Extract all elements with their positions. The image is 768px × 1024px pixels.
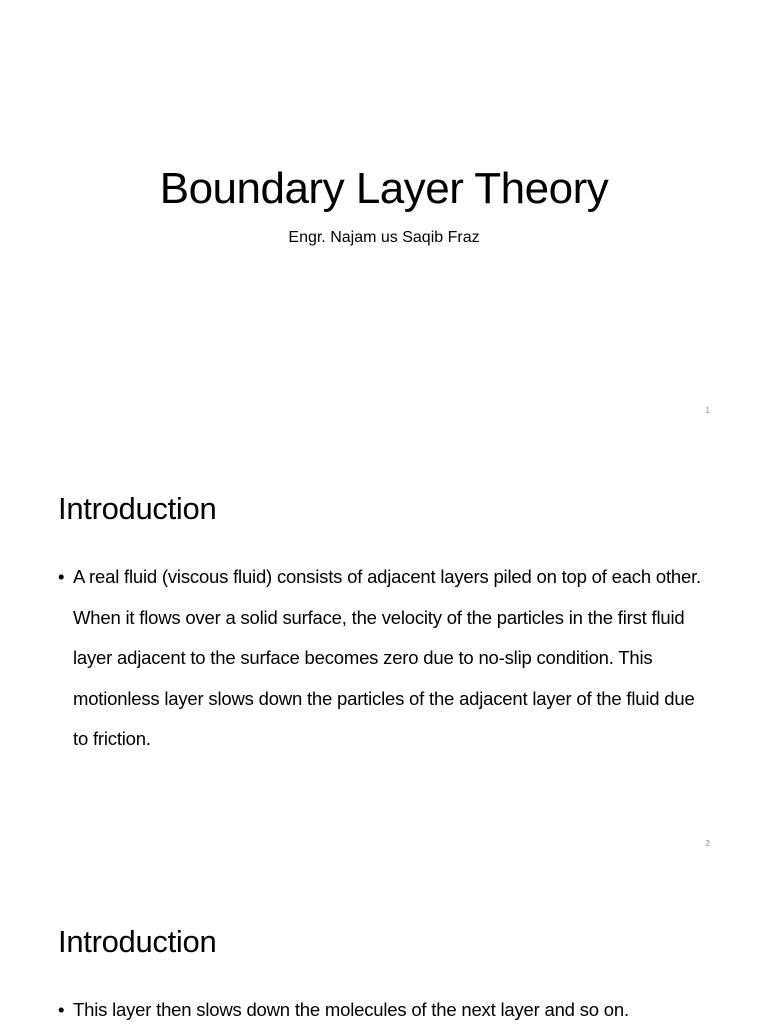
- bullet-icon: •: [58, 999, 65, 1020]
- slide-2: [0, 433, 768, 865]
- slide-1: [0, 0, 768, 432]
- slide-number: 2: [705, 839, 710, 848]
- bullet-list: [58, 990, 708, 1024]
- slide-heading: Introduction: [58, 491, 217, 526]
- slide-number: 1: [705, 406, 710, 415]
- bullet-text: This layer then slows down the molecules of the next layer and so on.: [73, 999, 629, 1020]
- presentation-title: Boundary Layer Theory: [159, 164, 609, 213]
- author-subtitle: Engr. Najam us Saqib Fraz: [288, 229, 480, 246]
- bullet-item: [58, 557, 708, 760]
- bullet-text: A real fluid (viscous fluid) consists of adjacent layers piled on top of each other. When it flows over a solid surface, the velocity of the particles in the first fluid layer adjacent to the surface becomes zero due to no-slip condition. This motionless layer slows down the particles of the adjacent layer of the fluid due to friction.: [73, 566, 701, 749]
- slide-3: [0, 866, 768, 1024]
- slide-heading: Introduction: [58, 924, 217, 959]
- bullet-icon: •: [58, 566, 65, 587]
- bullet-item: [58, 990, 708, 1024]
- bullet-list: [58, 557, 708, 760]
